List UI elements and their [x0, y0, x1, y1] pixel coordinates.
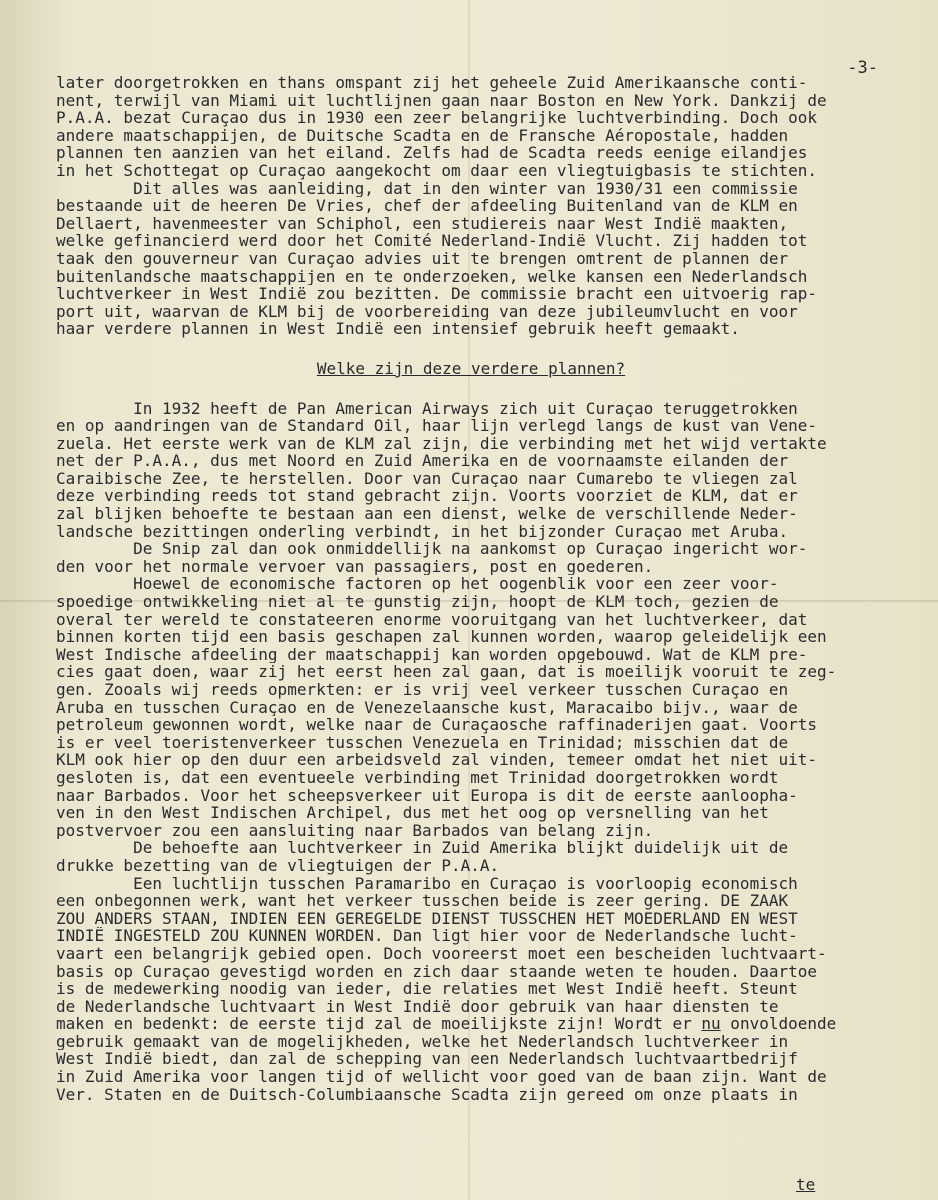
text-line: Dellaert, havenmeester van Schiphol, een studiereis naar West Indië maakten, [56, 214, 789, 233]
text-line: drukke bezetting van de vliegtuigen der P.A.A. [56, 856, 500, 875]
text-line: deze verbinding reeds tot stand gebracht zijn. Voorts voorziet de KLM, dat er [56, 487, 798, 506]
text-line: De behoefte aan luchtverkeer in Zuid Amerika blijkt duidelijk uit de [56, 839, 789, 857]
text-line: overal ter wereld te constateeren enorme vooruitgang van het luchtverkeer, dat [56, 610, 808, 629]
text-line: binnen korten tijd een basis geschapen zal kunnen worden, waarop geleidelijk een [56, 628, 827, 646]
text-line: INDIË INGESTELD ZOU KUNNEN WORDEN. Dan ligt hier voor de Nederlandsche lucht- [56, 927, 798, 945]
section-heading: Welke zijn deze verdere plannen? [316, 358, 626, 378]
text-line: buitenlandsche maatschappijen en te onderzoeken, welke kansen een Nederlandsch [56, 267, 808, 286]
text-line: De Snip zal dan ook onmiddellijk na aankomst op Curaçao ingericht wor- [56, 540, 808, 558]
text-line: de Nederlandsche luchtvaart in West Indië door gebruik van haar diensten te [56, 997, 779, 1016]
text-line: in Zuid Amerika voor langen tijd of wellicht voor goed van de baan zijn. Want de [56, 1068, 827, 1086]
text-line: net der P.A.A., dus met Noord en Zuid Amerika en de voornaamste eilanden der [56, 452, 789, 470]
text-line: cies gaat doen, waar zij het eerst heen zal gaan, dat is moeilijk vooruit te zeg- [56, 663, 837, 681]
text-line: plannen ten aanzien van het eiland. Zelfs had de Scadta reeds eenige eilandjes [56, 144, 808, 162]
text-line: haar verdere plannen in West Indië een intensief gebruik heeft gemaakt. [56, 320, 740, 338]
text-line: bestaande uit de heeren De Vries, chef der afdeeling Buitenland van de KLM en [56, 197, 798, 215]
text-line: landsche bezittingen onderling verbindt, in het bijzonder Curaçao met Aruba. [56, 522, 789, 541]
text-line: zal blijken behoefte te bestaan aan een dienst, welke de verschillende Neder- [56, 505, 798, 523]
text-line: gen. Zooals wij reeds opmerkten: er is vrij veel verkeer tusschen Curaçao en [56, 681, 789, 699]
text-line: Caraibische Zee, te herstellen. Door van Curaçao naar Cumarebo te vliegen zal [56, 469, 798, 488]
text-line: Aruba en tusschen Curaçao en de Venezelaansche kust, Maracaibo bijv., waar de [56, 698, 798, 717]
text-line: zuela. Het eerste werk van de KLM zal zijn, die verbinding met het wijd vertakte [56, 434, 827, 453]
text-line-nu: maken en bedenkt: de eerste tijd zal de moeilijkste zijn! Wordt er nu onvoldoende [56, 1015, 837, 1033]
paragraph-3 [56, 400, 886, 541]
text-line: is er veel toeristenverkeer tusschen Venezuela en Trinidad; misschien dat de [56, 733, 789, 752]
underlined-nu: nu [701, 1015, 721, 1033]
paragraph-7 [56, 875, 886, 1104]
text-line: andere maatschappijen, de Duitsche Scadta en de Fransche Aéropostale, hadden [56, 126, 789, 145]
paragraph-7-end [56, 1033, 886, 1103]
text-line: luchtverkeer in West Indië zou bezitten. De commissie bracht een uitvoerig rap- [56, 285, 817, 303]
text-line: port uit, waarvan de KLM bij de voorbereiding van deze jubileumvlucht en voor [56, 302, 798, 321]
text-line: P.A.A. bezat Curaçao dus in 1930 een zeer belangrijke luchtverbinding. Doch ook [56, 109, 817, 127]
paragraph-6 [56, 839, 886, 874]
text-line: Hoewel de economische factoren op het oogenblik voor een zeer voor- [56, 575, 779, 594]
text-line: gebruik gemaakt van de mogelijkheden, welke het Nederlandsch luchtverkeer in [56, 1032, 789, 1051]
text-line: In 1932 heeft de Pan American Airways zich uit Curaçao teruggetrokken [56, 399, 798, 418]
paragraph-1 [56, 74, 886, 180]
text-line: ven in den West Indischen Archipel, dus met het oog op versnelling van het [56, 804, 769, 822]
text-line: spoedige ontwikkeling niet al te gunstig zijn, hoopt de KLM toch, gezien de [56, 593, 779, 611]
text-line: Dit alles was aanleiding, dat in den winter van 1930/31 een commissie [56, 179, 798, 198]
text-line: West Indië biedt, dan zal de schepping van een Nederlandsch luchtvaartbedrijf [56, 1050, 798, 1069]
text-line: petroleum gewonnen wordt, welke naar de Curaçaosche raffinaderijen gaat. Voorts [56, 716, 817, 734]
text-line: den voor het normale vervoer van passagiers, post en goederen. [56, 557, 654, 576]
paragraph-5 [56, 575, 886, 839]
text-line: Ver. Staten en de Duitsch-Columbiaansche Scadta zijn gereed om onze plaats in [56, 1085, 798, 1104]
text-line: welke gefinancierd werd door het Comité Nederland-Indië Vlucht. Zij hadden tot [56, 232, 808, 250]
text-line: een onbegonnen werk, want het verkeer tusschen beide is zeer gering. DE ZAAK [56, 892, 789, 910]
text-line: Een luchtlijn tusschen Paramaribo en Curaçao is voorloopig economisch [56, 874, 798, 893]
text-line: West Indische afdeeling der maatschappij kan worden opgebouwd. Wat de KLM pre- [56, 645, 808, 664]
text-line: basis op Curaçao gevestigd worden en zich daar staande weten te houden. Daartoe [56, 962, 817, 981]
body-text [56, 74, 886, 1103]
text-line: nent, terwijl van Miami uit luchtlijnen gaan naar Boston en New York. Dankzij de [56, 91, 827, 110]
paragraph-2 [56, 180, 886, 338]
text-line: gesloten is, dat een eventueele verbinding met Trinidad doorgetrokken wordt [56, 768, 779, 787]
text-line: vaart een belangrijk gebied open. Doch vooreerst moet een bescheiden luchtvaart- [56, 944, 827, 963]
text-line: is de medewerking noodig van ieder, die relaties met West Indië heeft. Steunt [56, 980, 798, 998]
text-line: en op aandringen van de Standard Oil, haar lijn verlegd langs de kust van Vene- [56, 417, 817, 435]
text-line: ZOU ANDERS STAAN, INDIEN EEN GEREGELDE DIENST TUSSCHEN HET MOEDERLAND EN WEST [56, 909, 798, 928]
text-line: taak den gouverneur van Curaçao advies uit te brengen omtrent de plannen der [56, 249, 789, 268]
text-line: in het Schottegat op Curaçao aangekocht om daar een vliegtuigbasis te stichten. [56, 161, 817, 180]
text-line: later doorgetrokken en thans omspant zij het geheele Zuid Amerikaansche conti- [56, 74, 808, 92]
text-line: KLM ook hier op den duur een arbeidsveld zal vinden, temeer omdat het niet uit- [56, 751, 817, 769]
page-number: -3- [847, 58, 878, 78]
continuation-word: te [796, 1175, 816, 1194]
paragraph-7-start [56, 875, 886, 1016]
text-line: naar Barbados. Voor het scheepsverkeer uit Europa is dit de eerste aanloopha- [56, 786, 798, 805]
text-line: postvervoer zou een aansluiting naar Barbados van belang zijn. [56, 821, 654, 840]
paragraph-4 [56, 540, 886, 575]
